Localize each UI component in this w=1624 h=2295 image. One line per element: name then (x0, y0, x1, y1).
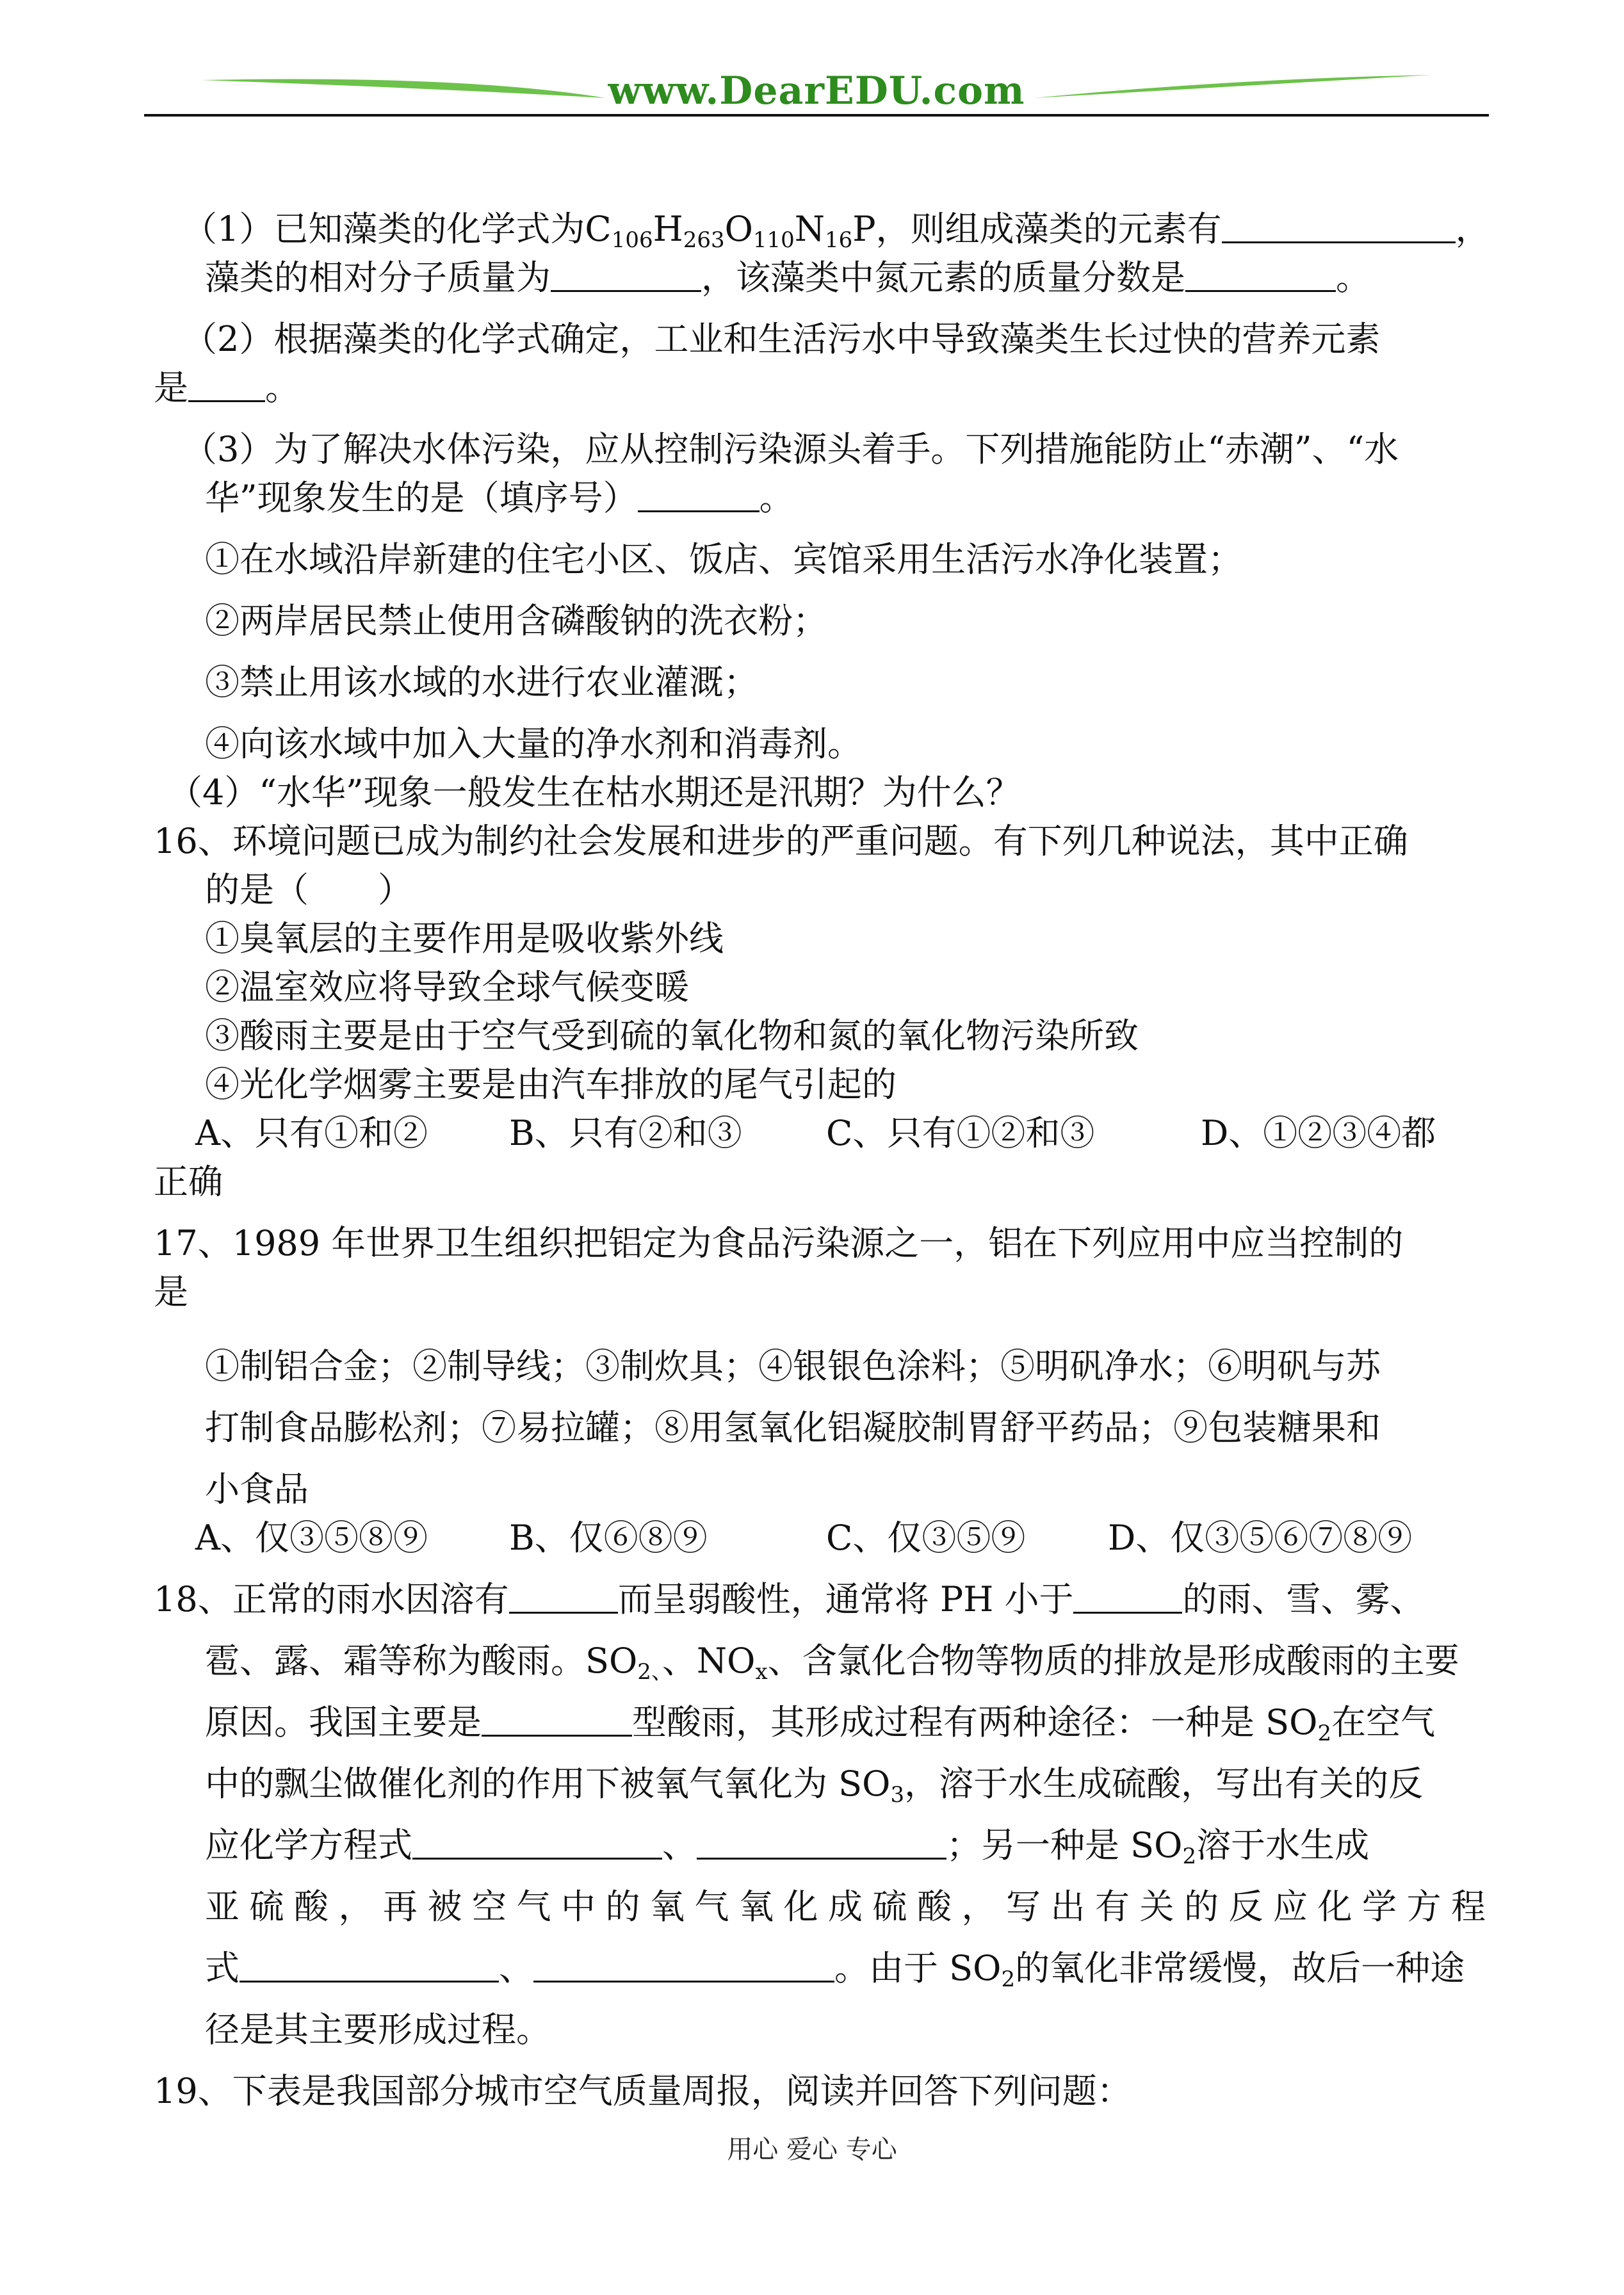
q18-line6-char: 应 (1273, 1886, 1308, 1927)
document-body (154, 205, 1490, 2116)
answer-blank-dissolved-gas[interactable] (509, 1581, 618, 1614)
algae-formula: $C_{106}H_{263}O_{110}N_{16}P$ (585, 209, 876, 253)
q18-line6-char: 的 (1184, 1886, 1219, 1927)
q17-stem-line1: 17、1989 年世界卫生组织把铝定为食品污染源之一，铝在下列应用中应当控制的 (154, 1223, 1404, 1263)
q18-line6-char: 化 (1317, 1886, 1352, 1927)
q18-line6-char: 硫 (872, 1886, 907, 1927)
q15-measure-3: ③禁止用该水域的水进行农业灌溉； (205, 662, 758, 702)
q18-line6-char: 被 (427, 1886, 462, 1927)
q16-option-d-cont: 正确 (154, 1162, 223, 1202)
q15-part2-line2: 是 。 (154, 368, 300, 408)
q18-line6-char: 气 (516, 1886, 551, 1927)
answer-blank-acid-rain-type[interactable] (482, 1704, 632, 1737)
q16-item-2: ②温室效应将导致全球气候变暖 (205, 967, 689, 1007)
q18-line6-char: 硫 (249, 1886, 284, 1927)
q15-part3-line1: （3）为了解决水体污染，应从控制污染源头着手。下列措施能防止“赤潮”、“水 (183, 429, 1399, 469)
q15-measure-4: ④向该水域中加入大量的净水剂和消毒剂。 (205, 724, 862, 764)
q18-line6-char: 程 (1451, 1886, 1486, 1927)
q18-line3: 原因。我国主要是 型酸雨，其形成过程有两种途径：一种是 $SO_2$在空气 (205, 1702, 1436, 1746)
q18-line6-char: 酸 (294, 1886, 329, 1927)
q18-line6-char: 亚 (205, 1886, 240, 1927)
q18-line7: 式 、 。由于 $SO_2$的氧化非常缓慢，故后一种途 (205, 1948, 1465, 1992)
q17-list-line1: ①制铝合金；②制导线；③制炊具；④银银色涂料；⑤明矾净水；⑥明矾与苏 (205, 1346, 1381, 1386)
q15-measure-1: ①在水域沿岸新建的住宅小区、饭店、宾馆采用生活污水净化装置； (205, 539, 1242, 580)
q18-line6-char: 酸 (917, 1886, 952, 1927)
q18-line8: 径是其主要形成过程。 (205, 2009, 551, 2050)
q18-line6-char: 化 (783, 1886, 818, 1927)
q16-item-1: ①臭氧层的主要作用是吸收紫外线 (205, 918, 724, 959)
q16-stem-line2: 的是（ ） (205, 870, 412, 910)
q18-line6-char: 的 (605, 1886, 640, 1927)
answer-blank-equation-2[interactable] (697, 1827, 946, 1860)
q18-line6-char: ， (338, 1886, 373, 1927)
q18-line5: 应化学方程式 、 ；另一种是 $SO_2$溶于水生成 (205, 1825, 1370, 1869)
q15-part4: （4）“水华”现象一般发生在枯水期还是汛期？为什么？ (168, 772, 1021, 813)
q16-option-c[interactable]: C、只有①②和③ (826, 1113, 1095, 1153)
q16-option-a[interactable]: A、只有①和② (195, 1113, 428, 1153)
q15-measure-2: ②两岸居民禁止使用含磷酸钠的洗衣粉； (205, 601, 827, 641)
q17-option-b[interactable]: B、仅⑥⑧⑨ (509, 1518, 708, 1558)
q17-list-line3: 小食品 (205, 1469, 309, 1509)
q18-line2: 雹、露、霜等称为酸雨。$SO_{2、}$、$NO_x$、含氯化合物等物质的排放是形成酸雨的主要 (205, 1641, 1459, 1685)
q18-line6-char: 学 (1362, 1886, 1397, 1927)
q18-line6-char: 方 (1406, 1886, 1441, 1927)
q18-line6-char: 氧 (650, 1886, 685, 1927)
answer-blank-nutrient[interactable] (188, 369, 265, 402)
answer-blank-equation-1[interactable] (412, 1827, 662, 1860)
q16-option-d[interactable]: D、①②③④都 (1201, 1113, 1436, 1153)
q15-part2-line1: （2）根据藻类的化学式确定，工业和生活污水中导致藻类生长过快的营养元素 (183, 319, 1381, 359)
answer-blank-ph-value[interactable] (1073, 1581, 1182, 1614)
q18-line1: 18、正常的雨水因溶有 而呈弱酸性，通常将 PH 小于 的雨、雪、雾、 (154, 1579, 1425, 1619)
q17-stem-line2: 是 (154, 1272, 188, 1312)
site-logo-text: www.DearEDU.com (608, 69, 1025, 113)
q17-option-a[interactable]: A、仅③⑤⑧⑨ (195, 1518, 428, 1558)
page-footer: 用心 爱心 专心 (727, 2135, 897, 2164)
answer-blank-nitrogen-fraction[interactable] (1185, 259, 1336, 292)
q16-item-4: ④光化学烟雾主要是由汽车排放的尾气引起的 (205, 1064, 897, 1105)
q18-line6-char: 有 (1095, 1886, 1130, 1927)
q18-line6-char: 氧 (739, 1886, 774, 1927)
q18-line6-char: 气 (694, 1886, 729, 1927)
q18-line6 (154, 1883, 1486, 1931)
q15-part1-line1: （1）已知藻类的化学式为$C_{106}H_{263}O_{110}N_{16}P$，则组成藻类的元素有 ， (183, 209, 1490, 253)
q18-line6-char: 出 (1050, 1886, 1085, 1927)
q17-option-c[interactable]: C、仅③⑤⑨ (826, 1518, 1026, 1558)
answer-blank-molar-mass[interactable] (551, 259, 701, 292)
q17-list-line2: 打制食品膨松剂；⑦易拉罐；⑧用氢氧化铝凝胶制胃舒平药品；⑨包装糖果和 (205, 1407, 1381, 1448)
q15-part3-line2: 华”现象发生的是（填序号） 。 (205, 478, 794, 518)
q15-part1-line2: 藻类的相对分子质量为 ，该藻类中氮元素的质量分数是 。 (205, 257, 1370, 298)
q16-options (154, 1109, 1486, 1158)
q17-options (154, 1514, 1486, 1562)
q16-option-b[interactable]: B、只有②和③ (509, 1113, 742, 1153)
q18-line6-char: 写 (1006, 1886, 1041, 1927)
q18-line6-char: 反 (1228, 1886, 1263, 1927)
q18-line6-char: 中 (561, 1886, 596, 1927)
q18-line6-char: 空 (472, 1886, 507, 1927)
q18-line6-char: 再 (383, 1886, 418, 1927)
answer-blank-equation-4[interactable] (533, 1950, 834, 1983)
q18-line6-char: 成 (828, 1886, 863, 1927)
q17-option-d[interactable]: D、仅③⑤⑥⑦⑧⑨ (1108, 1518, 1413, 1558)
answer-blank-equation-3[interactable] (240, 1950, 499, 1983)
q18-line6-char: 关 (1139, 1886, 1174, 1927)
q18-line6-char: ， (961, 1886, 996, 1927)
site-header (144, 67, 1489, 118)
q16-stem-line1: 16、环境问题已成为制约社会发展和进步的严重问题。有下列几种说法，其中正确 (154, 821, 1408, 861)
q18-line4: 中的飘尘做催化剂的作用下被氧气氧化为 $SO_3$，溶于水生成硫酸，写出有关的反 (205, 1764, 1424, 1808)
q16-item-3: ③酸雨主要是由于空气受到硫的氧化物和氮的氧化物污染所致 (205, 1016, 1139, 1056)
header-divider (144, 114, 1489, 117)
q19-stem: 19、下表是我国部分城市空气质量周报，阅读并回答下列问题： (154, 2071, 1132, 2111)
answer-blank-elements[interactable] (1222, 211, 1456, 243)
answer-blank-measures[interactable] (638, 480, 759, 512)
